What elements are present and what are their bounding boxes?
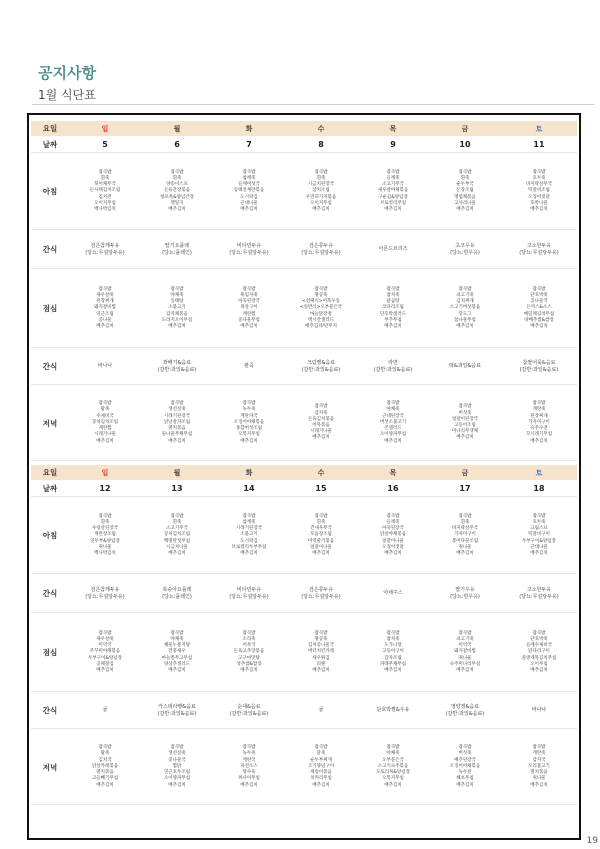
row-label-dinner: 저녁: [42, 418, 58, 428]
row-label-breakfast: 아침: [42, 531, 58, 540]
lunch-cell: 잡곡밥 쇠고기죽 김치찌개 소고기버섯볶음 핫도그 참나물무침 배추김치: [449, 286, 481, 329]
breakfast-cell: 잡곡밥 흰죽 북어채무국 돈사태김치조림 김치전 오이지무침 백나박김치: [89, 169, 121, 212]
breakfast-cell: 잡곡밥 들깨죽 아욱된장국 닭살야채볶음 얼갈이나물 오징어젓갈 배추김치: [379, 513, 407, 556]
date-cell: 16: [387, 484, 399, 493]
dinner-cell: 잡곡밥 계란죽 감자국 오리불고기 멸치볶음 취나물 배추김치: [528, 745, 550, 788]
date-cell: 17: [459, 484, 471, 493]
snack_am-cell: 검은참깨두유 (당뇨:무설탕두유): [85, 242, 125, 256]
header-divider: [32, 104, 594, 105]
dinner-cell: 잡곡밥 야채죽 근대된장국 버섯소불고기 콘샐러드 오이양파무침 배추김치: [379, 401, 407, 444]
lunch-cell: 잡곡밥 단호박죽 콩나물국 돈까스&소스 메밀채김치무침 양배추쌈&쌈장 배추김치: [523, 286, 555, 329]
dinner-cell: 잡곡밥 녹두죽 계란파국 오징어야채볶음 홍합버섯조림 오복지무침 배추김치: [233, 401, 265, 444]
snack_am-cell: 검은콩두유 (당뇨:무설탕두유): [301, 586, 341, 600]
snack_pm-cell: 카스테라빵&음료 (갈반:과일&음료): [157, 703, 197, 717]
lunch-cell: 잡곡밥 새우살죽 미역국 주꾸미야채볶음 두부구이&양념장 공채절임 배추김치: [88, 630, 122, 673]
breakfast-cell: 잡곡밥 흰죽 바지락살무국 가자미구이 봉어다꾼조림 취나물 배추김치: [451, 513, 479, 556]
snack_pm-cell: 귤: [102, 707, 108, 713]
day-header: 화: [245, 124, 253, 133]
dinner-cell: 잡곡밥 팥죽 김치국 닭살카레볶음 멸치볶음 고들빼기무침 배추김치: [91, 745, 119, 788]
row-label-lunch: 점심: [42, 648, 58, 657]
lunch-cell: 잡곡밥 참치죽 닭곰탕 코다리조림 단호박샐러드 부추무침 배추김치: [379, 286, 407, 329]
day-header: 수: [317, 124, 325, 133]
date-cell: 10: [459, 140, 471, 149]
date-cell: 18: [533, 484, 545, 493]
snack_am-cell: 고소한두유 (당뇨:무설탕두유): [519, 242, 559, 256]
row-label-day: 요일: [42, 468, 58, 477]
lunch-cell: 잡곡밥 새우살죽 된장찌개 돼지갈비찜 연근조림 콩나물 배추김치: [94, 286, 116, 329]
snack_pm-cell: 바나나: [531, 707, 547, 713]
snack_pm-cell: 영양갱&음료 (갈반:과일&음료): [445, 703, 485, 717]
week1-row-snack_pm: [31, 348, 577, 385]
row-label-snack_am: 간식: [42, 245, 58, 254]
snack_am-cell: 초코우유 (당뇨:흰우유): [450, 242, 480, 256]
row-label-dinner: 저녁: [42, 762, 58, 772]
row-label-date: 날짜: [42, 484, 58, 493]
lunch-cell: 잡곡밥 단호박죽 들깨수제비국 닭다리구이 올방개묵김치무침 오이무침 배추김치: [521, 630, 557, 673]
snack_pm-cell: 크림빵&음료 (갈반:과일&음료): [301, 359, 341, 373]
week2-row-breakfast: [31, 497, 577, 574]
menu-table-frame: [27, 113, 581, 840]
row-label-snack_am: 간식: [42, 589, 58, 598]
breakfast-cell: 잡곡밥 흰죽 건새우무국 모듬장조림 미역줄기볶음 얼갈이나물 배추김치: [307, 513, 335, 556]
dinner-cell: 잡곡밥 닭죽 순두부찌개 조기양념구이 세송이볶음 치커리무침 배추김치: [307, 745, 335, 788]
row-label-lunch: 점심: [42, 304, 58, 313]
snack_am-cell: 딸기우유 (당뇨:흰우유): [450, 586, 480, 600]
dinner-cell: 잡곡밥 계란죽 된장찌개 가자미구이 숙주수전 꼬시래기무침 배추김치: [525, 401, 553, 444]
breakfast-cell: 잡곡밥 호두죽 바지락살무국 떡갈비조림 오징어젓갈 호박나물 배추김치: [525, 169, 553, 212]
breakfast-cell: 잡곡밥 들깨죽 소고기무국 새우살야채볶음 구운김&양념장 브로컬리무침 배추김치: [377, 169, 409, 212]
lunch-cell: 잡곡밥 참치죽 도가니탕 고등어구이 감자조림 파래무채무침 배추김치: [379, 630, 407, 673]
breakfast-cell: 잡곡밥 흰죽 우렁살된장국 계란장조림 연두부&양념장 취나물 백나박김치: [90, 513, 120, 556]
week1-row-lunch: [31, 269, 577, 348]
date-cell: 8: [318, 140, 324, 149]
day-header: 화: [245, 468, 253, 477]
lunch-cell: 잡곡밥 소라죽 어묵국 돈육고추장볶음 고구마맛탕 상추쌈&쌈장 배추김치: [233, 630, 265, 673]
row-label-snack_pm: 간식: [42, 706, 58, 715]
snack_pm-cell: 단호박찜&우유: [376, 707, 410, 713]
snack_pm-cell: 꽈배기&음료 (갈반:과일&음료): [157, 359, 197, 373]
date-cell: 13: [171, 484, 183, 493]
date-cell: 9: [390, 140, 396, 149]
row-divider: [31, 460, 577, 461]
day-header: 월: [173, 124, 181, 133]
dinner-cell: 잡곡밥 버섯죽 배추된장국 오징어야채볶음 녹두전 해초무침 배추김치: [449, 745, 481, 788]
snack_am-cell: 비타민두유 (당뇨:무설탕두유): [229, 242, 269, 256]
dinner-cell: 잡곡밥 생선살죽 콩나물국 찜닭 연근호두조림 오이양파무침 배추김치: [163, 745, 191, 788]
day-header: 금: [461, 468, 469, 477]
snack_am-cell: 검은참깨두유 (당뇨:무설탕두유): [85, 586, 125, 600]
page-title: 공지사항: [38, 64, 96, 82]
week2-row-snack_pm: [31, 692, 577, 729]
day-header: 목: [389, 468, 397, 477]
page-subtitle: 1월 식단표: [38, 88, 96, 102]
breakfast-cell: 잡곡밥 참깨죽 들깨버섯국 동태살계란볶음 도시락김 근대나물 배추김치: [233, 169, 265, 212]
date-cell: 15: [315, 484, 327, 493]
row-divider: [31, 804, 577, 805]
day-header: 목: [389, 124, 397, 133]
week1-row-breakfast: [31, 153, 577, 230]
snack_am-cell: 검은콩두유 (당뇨:무설탕두유): [301, 242, 341, 256]
week1-row-snack_am: [31, 230, 577, 269]
snack_am-cell: 딸기요플레 (당뇨:플레인): [162, 242, 192, 256]
lunch-cell: 잡곡밥 야채죽 해물누룽지탕 깐풍새우 마늘쫑무고무침 양상추샐러드 배추김치: [161, 630, 193, 673]
day-header: 토: [535, 468, 543, 477]
date-cell: 12: [99, 484, 111, 493]
row-label-date: 날짜: [42, 140, 58, 149]
dinner-cell: 잡곡밥 야채죽 오부묻은국 소고기숙주볶음 도토리묵&양념장 오복지무침 배추김치: [376, 745, 410, 788]
snack_pm-cell: 라면 (갈반:과일&음료): [373, 359, 413, 373]
breakfast-cell: 잡곡밥 호두죽 크림스프 떡갈비구이 두부구이&양념장 근대나물 배추김치: [522, 513, 556, 556]
breakfast-cell: 잡곡밥 흰죽 소고기무국 꽁치김치조림 백명란젓무침 시금치나물 배추김치: [163, 513, 191, 556]
date-cell: 11: [533, 140, 545, 149]
dinner-cell: 잡곡밥 팥죽 수제비국 꽁치김치조림 계란찜 시래기나물 배추김치: [91, 401, 119, 444]
snack_am-cell: 고소한두유 (당뇨:무설탕두유): [519, 586, 559, 600]
lunch-cell: 잡곡밥 쇠고기죽 미역국 돼지갈비찜 취나물 숙주미나리무침 배추김치: [449, 630, 481, 673]
week2-row-dates: [31, 480, 577, 497]
page-number: 19: [586, 836, 598, 846]
breakfast-cell: 잡곡밥 참깨죽 시래기된장국 소불고기 도시락김 브로컬리두부무침 배추김치: [231, 513, 267, 556]
week1-row-dinner: [31, 385, 577, 461]
row-label-breakfast: 아침: [42, 187, 58, 196]
week2-row-snack_am: [31, 574, 577, 613]
day-header: 토: [535, 124, 543, 133]
lunch-cell: 잡곡밥 야채죽 동태탕 소불고기 감자채볶음 도라지오이무침 배추김치: [161, 286, 193, 329]
date-cell: 5: [102, 140, 108, 149]
dinner-cell: 잡곡밥 생선살죽 시래기된장국 닭날갈자조림 멸치볶음 돌나물무채무침 배추김치: [161, 401, 193, 444]
snack_pm-cell: 떡&과일&음료: [449, 363, 481, 369]
dinner-cell: 잡곡밥 녹두죽 계란국 파전소스 탕수육 짜사이무침 배추김치: [238, 745, 260, 788]
day-header: 금: [461, 124, 469, 133]
breakfast-cell: 잡곡밥 흰죽 양송이스프 돈육간장볶음 청포묵&양념간장 깻잎지 배추김치: [160, 169, 194, 212]
snack_pm-cell: 순대&음료 (갈반:과일&음료): [229, 703, 269, 717]
dinner-cell: 잡곡밥 감자죽 돈육김치볶음 어묵볶음 시래기나물 배추김치: [307, 404, 335, 441]
breakfast-cell: 잡곡밥 흰죽 순두부국 돈장조림 명엽채볶음 고사리나물 배추김치: [454, 169, 476, 212]
snack_am-cell: 아몬드브리즈: [378, 246, 408, 252]
dinner-cell: 잡곡밥 버섯죽 얼갈이된장국 고등어조림 미나리무생채 배추김치: [451, 404, 479, 441]
snack_am-cell: 비타민두유 (당뇨:무설탕두유): [229, 586, 269, 600]
row-label-snack_pm: 간식: [42, 362, 58, 371]
date-cell: 14: [243, 484, 255, 493]
row-label-day: 요일: [42, 124, 58, 133]
week2-row-days: [31, 465, 577, 480]
date-cell: 7: [246, 140, 252, 149]
week2-row-lunch: [31, 613, 577, 692]
lunch-cell: 잡곡밥 땅콩죽 <선택식>어묵우동 <일반식>오부묻은국 마늘닭강정 멕시칸샐러드 배추김치/단무지: [299, 286, 343, 329]
week1-row-dates: [31, 136, 577, 153]
snack_am-cell: 야채주스: [383, 590, 403, 596]
day-header: 월: [173, 468, 181, 477]
snack_pm-cell: 바나나: [97, 363, 113, 369]
week2-row-dinner: [31, 729, 577, 805]
week1-row-days: [31, 121, 577, 136]
date-cell: 6: [174, 140, 180, 149]
lunch-cell: 잡곡밥 땅콩죽 김치콩나물국 버터치킨카레 새우튀김 피클 배추김치: [307, 630, 335, 673]
day-header: 일: [101, 468, 109, 477]
lunch-cell: 잡곡밥 흑임자죽 아욱된장국 목살구이 계란찜 콩나물무침 배추김치: [238, 286, 260, 329]
snack_pm-cell: 찹쌀어묵&음료 (갈반:과일&음료): [519, 359, 559, 373]
snack_pm-cell: 팥죽: [244, 363, 254, 369]
snack_am-cell: 복숭아요플레 (당뇨:플레인): [162, 586, 192, 600]
day-header: 일: [101, 124, 109, 133]
day-header: 수: [317, 468, 325, 477]
snack_pm-cell: 귤: [318, 707, 324, 713]
breakfast-cell: 잡곡밥 흰죽 시금치된장국 삼치조림 우민피가지볶음 오이지무침 배추김치: [305, 169, 337, 212]
